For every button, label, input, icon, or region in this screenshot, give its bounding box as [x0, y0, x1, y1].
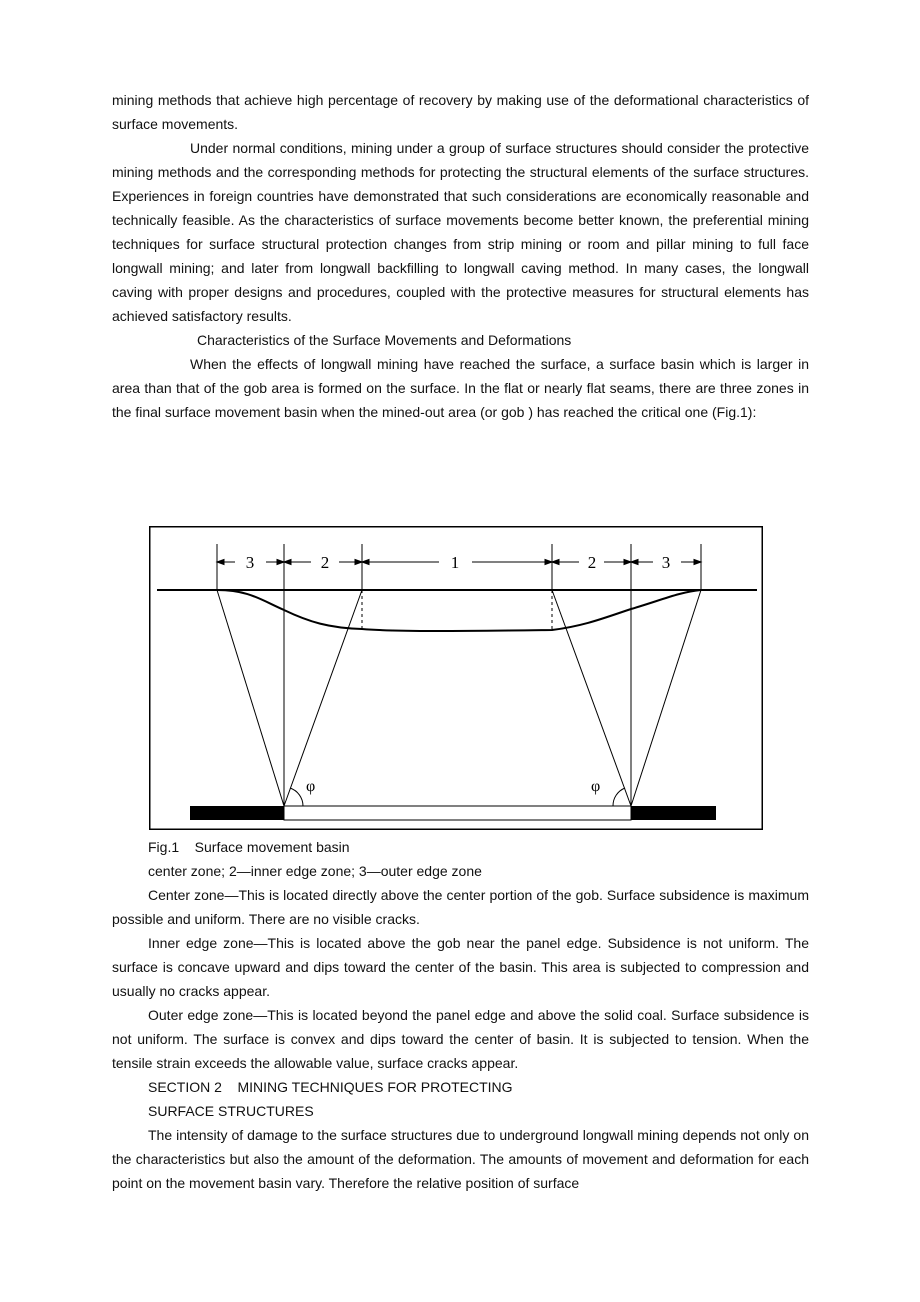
- figure-diagram: [149, 526, 763, 830]
- text-block-top: [112, 88, 809, 424]
- solid-coal-left: [190, 806, 284, 820]
- figure-caption: Fig.1 Surface movement basin: [148, 839, 350, 855]
- influence-lines: [217, 590, 701, 806]
- figure-surface-movement-basin: [149, 526, 763, 830]
- solid-coal-right: [631, 806, 716, 820]
- dimension-ticks: [217, 544, 701, 806]
- subsidence-basin-curve: [217, 590, 701, 631]
- dashed-verticals: [362, 590, 552, 630]
- paragraph-center-zone: Center zone—This is located directly above the center portion of the gob. Surface subsidence is maximum possible and uniform. There are no visible cracks.: [112, 887, 809, 927]
- angle-arc-left: [290, 788, 303, 806]
- section2-heading-line1: SECTION 2 MINING TECHNIQUES FOR PROTECTING: [148, 1079, 513, 1095]
- paragraph-continuation: mining methods that achieve high percentage of recovery by making use of the deformational characteristics of surface movements.: [112, 92, 809, 132]
- figure-frame: [150, 527, 763, 830]
- zone-label-outer-left: 3: [245, 553, 255, 572]
- paragraph-inner-edge-zone: Inner edge zone—This is located above the gob near the panel edge. Subsidence is not uniform. The surface is concave upward and dips toward the center of the basin. This area is subjected to compression and usually no cracks appear.: [112, 935, 809, 999]
- gob-area: [284, 806, 631, 820]
- zone-label-center: 1: [450, 553, 460, 572]
- paragraph-outer-edge-zone: Outer edge zone—This is located beyond the panel edge and above the solid coal. Surface subsidence is not uniform. The surface is convex and dips toward the center of basin. It is subjected to tension. When the tensile strain exceeds the allowable value, surface cracks appear.: [112, 1007, 809, 1071]
- zone-label-inner-left: 2: [320, 553, 330, 572]
- paragraph-normal-conditions: Under normal conditions, mining under a group of surface structures should consider the protective mining methods and the corresponding methods for protecting the structural elements of the surface structures. Experiences in foreign countries have demonstrated that such considerations are economically reasonable and technically feasible. As the characteristics of surface movements become better known, the preferential mining techniques for surface structural protection changes from strip mining or room and pillar mining to full face longwall mining; and later from longwall backfilling to longwall caving method. In many cases, the longwall caving with proper designs and procedures, coupled with the protective measures for structural elements has achieved satisfactory results.: [112, 140, 809, 324]
- text-block-bottom: [112, 835, 809, 1195]
- section-heading: Characteristics of the Surface Movements and Deformations: [197, 332, 572, 348]
- angle-label-left: φ: [306, 778, 316, 795]
- section2-heading-line2: SURFACE STRUCTURES: [148, 1103, 314, 1119]
- angle-label-right: φ: [591, 778, 601, 795]
- zone-label-outer-right: 3: [661, 553, 671, 572]
- angle-arc-right: [613, 788, 625, 806]
- figure-legend: center zone; 2—inner edge zone; 3—outer edge zone: [148, 863, 482, 879]
- zone-label-inner-right: 2: [587, 553, 597, 572]
- paragraph-intensity: The intensity of damage to the surface structures due to underground longwall mining depends not only on the characteristics but also the amount of the deformation. The amounts of movement and deformation for each point on the movement basin vary. Therefore the relative position of surface: [112, 1127, 809, 1191]
- paragraph-intro: When the effects of longwall mining have reached the surface, a surface basin which is larger in area than that of the gob area is formed on the surface. In the flat or nearly flat seams, there are three zones in the final surface movement basin when the mined-out area (or gob ) has reached the critical one (Fig.1):: [112, 356, 809, 420]
